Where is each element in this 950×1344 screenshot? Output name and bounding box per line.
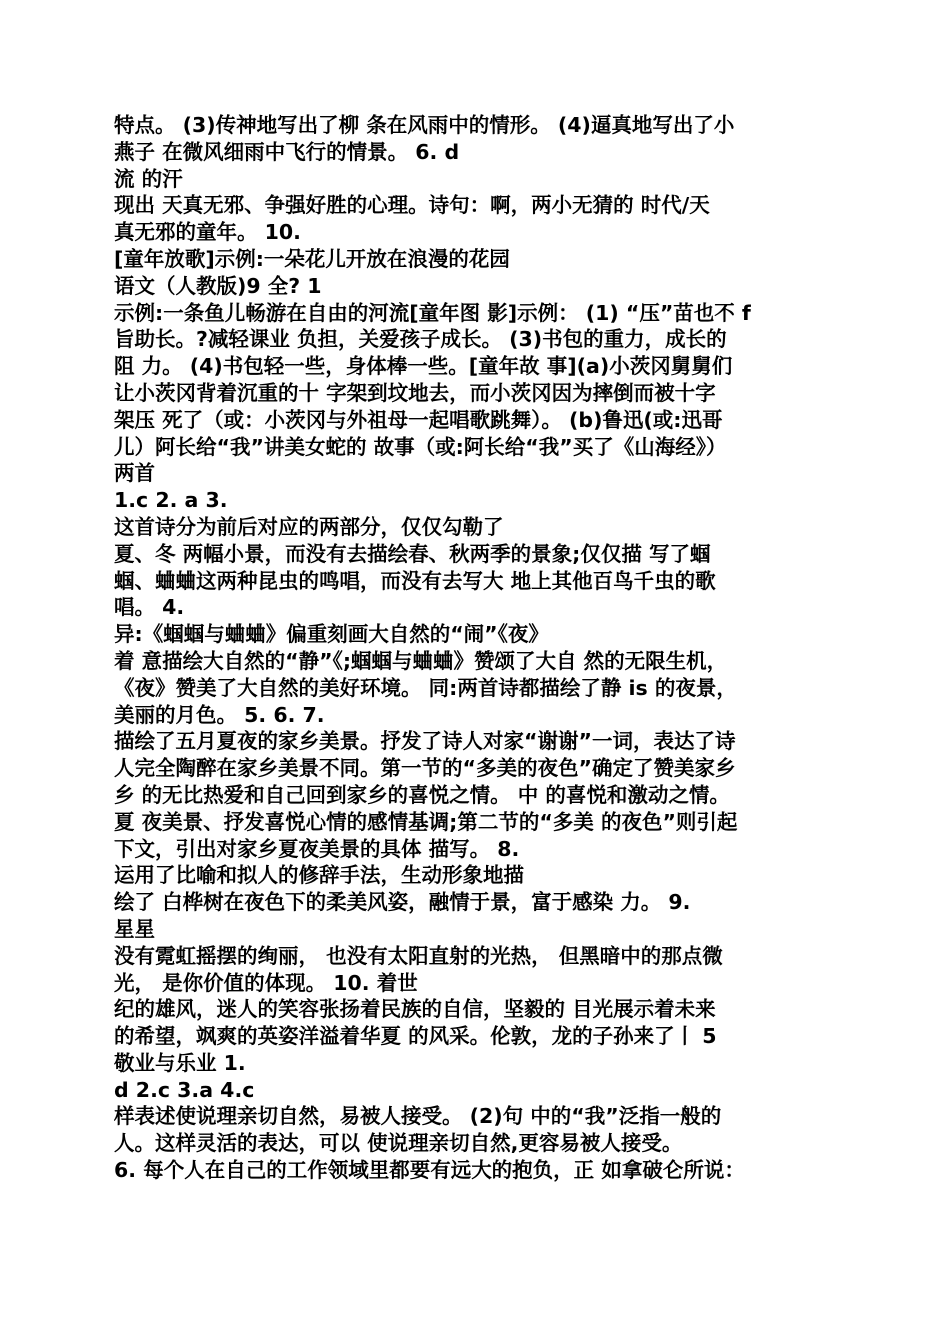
text-line-23: 美丽的月色。 5. 6. 7.	[114, 702, 325, 727]
text-line-11: 让小茨冈背着沉重的十 字架到坟地去，而小茨冈因为摔倒而被十字	[114, 380, 716, 405]
text-line-19: 唱。 4.	[114, 595, 185, 620]
text-line-35: 的希望，飒爽的英姿洋溢着华夏 的风采。伦敦，龙的子孙来了丨 5	[114, 1024, 717, 1049]
text-line-33: 光， 是你价值的体现。 10. 着世	[114, 970, 418, 995]
text-line-5: 真无邪的童年。 10.	[114, 220, 301, 245]
text-line-18: 蝈、蛐蛐这两种昆虫的鸣唱，而没有去写大 地上其他百鸟千虫的歌	[114, 568, 716, 593]
document-body	[114, 112, 838, 1184]
text-line-22: 《夜》赞美了大自然的美好环境。 同:两首诗都描绘了静 is 的夜景，	[114, 675, 737, 700]
text-line-32: 没有霓虹摇摆的绚丽， 也没有太阳直射的光热， 但黑暗中的那点微	[114, 943, 723, 968]
text-line-30: 绘了 白桦树在夜色下的柔美风姿，融情于景，富于感染 力。 9.	[114, 890, 691, 915]
text-line-7: 语文（人教版)9 全? 1	[114, 273, 322, 298]
text-line-16: 这首诗分为前后对应的两部分，仅仅勾勒了	[114, 514, 504, 539]
text-line-13: 儿）阿长给“我”讲美女蛇的 故事（或:阿长给“我”买了《山海经》）	[114, 434, 727, 459]
text-line-28: 下文，引出对家乡夏夜美景的具体 描写。 8.	[114, 836, 520, 861]
text-line-40: 6. 每个人在自己的工作领域里都要有远大的抱负，正 如拿破仑所说：	[114, 1158, 745, 1183]
text-line-10: 阻 力。 (4)书包轻一些，身体棒一些。[童年故 事](a)小茨冈舅舅们	[114, 354, 733, 379]
text-line-25: 人完全陶醉在家乡美景不同。第一节的“多美的夜色”确定了赞美家乡	[114, 756, 736, 781]
text-line-21: 着 意描绘大自然的“静”《;蝈蝈与蛐蛐》赞颂了大自 然的无限生机，	[114, 648, 728, 673]
text-line-31: 星星	[114, 916, 155, 941]
text-line-14: 两首	[114, 461, 155, 486]
text-line-12: 架压 死了（或：小茨冈与外祖母一起唱歌跳舞）。 (b)鲁迅(或:迅哥	[114, 407, 723, 432]
text-line-37: d 2.c 3.a 4.c	[114, 1077, 255, 1102]
text-line-15: 1.c 2. a 3.	[114, 488, 228, 513]
text-line-6: [童年放歌]示例:一朵花儿开放在浪漫的花园	[114, 246, 510, 271]
text-line-38: 样表述使说理亲切自然，易被人接受。 (2)句 中的“我”泛指一般的	[114, 1104, 722, 1129]
text-line-39: 人。这样灵活的表达，可以 使说理亲切自然,更容易被人接受。	[114, 1131, 683, 1156]
text-line-17: 夏、冬 两幅小景，而没有去描绘春、秋两季的景象;仅仅描 写了蝈	[114, 541, 711, 566]
text-line-26: 乡 的无比热爱和自己回到家乡的喜悦之情。 中 的喜悦和激动之情。	[114, 782, 730, 807]
text-line-24: 描绘了五月夏夜的家乡美景。抒发了诗人对家“谢谢”一词，表达了诗	[114, 729, 736, 754]
text-line-4: 现出 天真无邪、争强好胜的心理。诗句：啊，两小无猜的 时代/天	[114, 193, 710, 218]
text-line-8: 示例:一条鱼儿畅游在自由的河流[童年图 影]示例： (1) “压”苗也不 f	[114, 300, 751, 325]
text-line-20: 异:《蝈蝈与蛐蛐》偏重刻画大自然的“闹”《夜》	[114, 622, 549, 647]
text-line-29: 运用了比喻和拟人的修辞手法，生动形象地描	[114, 863, 524, 888]
text-line-9: 旨助长。?减轻课业 负担，关爱孩子成长。 (3)书包的重力，成长的	[114, 327, 727, 352]
text-line-3: 流 的汗	[114, 166, 183, 191]
text-line-2: 燕子 在微风细雨中飞行的情景。 6. d	[114, 139, 460, 164]
text-line-36: 敬业与乐业 1.	[114, 1050, 246, 1075]
text-line-1: 特点。 (3)传神地写出了柳 条在风雨中的情形。 (4)逼真地写出了小	[114, 113, 735, 137]
text-line-27: 夏 夜美景、抒发喜悦心情的感情基调;第二节的“多美 的夜色”则引起	[114, 809, 738, 834]
text-line-34: 纪的雄风，迷人的笑容张扬着民族的自信，坚毅的 目光展示着未来	[114, 997, 716, 1022]
